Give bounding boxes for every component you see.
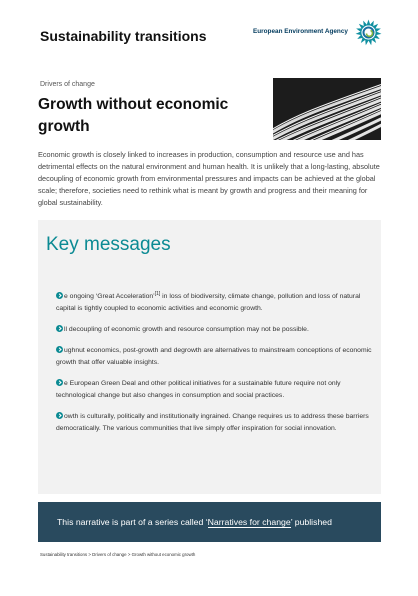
- hero-image: [273, 78, 381, 140]
- chevron-right-circle-icon: [56, 412, 63, 419]
- architecture-waves-image: [273, 78, 381, 140]
- eea-logo[interactable]: [253, 19, 383, 47]
- chevron-right-circle-icon: [56, 292, 63, 299]
- key-messages-heading: Key messages: [46, 234, 171, 255]
- breadcrumb-item-sustainability-transitions[interactable]: Sustainability transitions: [40, 552, 88, 557]
- key-message-text: ll decoupling of economic growth and resource consumption may not be possible.: [64, 326, 309, 333]
- key-message-item: [56, 288, 374, 315]
- key-message-text: e European Green Deal and other political initiatives for a sustainable future require not only technological change but also changes in consumption and social practices.: [56, 380, 341, 399]
- chevron-right-circle-icon: [56, 325, 63, 332]
- eea-sunburst-icon: [355, 19, 382, 46]
- series-note: [57, 517, 332, 527]
- key-messages-list: [56, 288, 374, 444]
- chevron-right-circle-icon: [56, 346, 63, 353]
- key-message-text: in loss of biodiversity, climate change, pollution and loss of natural capital is tightly coupled to economic activities and economic growth.: [56, 293, 361, 312]
- narratives-for-change-link[interactable]: Narratives for change: [207, 517, 291, 527]
- key-message-text: e ongoing ‘Great Acceleration’: [64, 293, 155, 300]
- header: [0, 0, 418, 60]
- intro-paragraph: Economic growth is closely linked to increases in production, consumption and resource use and has detrimental effects on the natural environment and human health. It is unlikely that a long-lasting, absolute decoupling of economic growth from environmental pressures and impacts can be achieved at the global scale; therefore, societies need to rethink what is meant by growth and progress and their meaning for global sustainability.: [38, 150, 380, 207]
- key-message-text: owth is culturally, politically and institutionally ingrained. Change requires us to address these barriers democratically. The various communities that live simply offer inspiration for social innovation.: [56, 413, 369, 432]
- breadcrumb-item-drivers-of-change[interactable]: Drivers of change: [92, 552, 127, 557]
- chevron-right-circle-icon: [56, 379, 63, 386]
- section-kicker[interactable]: Drivers of change: [40, 81, 95, 88]
- series-banner: [38, 502, 381, 542]
- eea-name: European Environment Agency: [253, 28, 348, 35]
- series-suffix: ’ published: [290, 517, 332, 527]
- key-message-text: ughnut economics, post-growth and degrowth are alternatives to mainstream conceptions of economic growth that offer valuable insights.: [56, 347, 372, 366]
- breadcrumb-separator: >: [88, 552, 91, 557]
- breadcrumb-separator: >: [127, 552, 131, 557]
- key-message-item: [56, 324, 374, 336]
- page-title: Growth without economic growth: [38, 96, 229, 135]
- breadcrumb-item-current: Growth without economic growth: [131, 552, 196, 557]
- key-messages-panel: [38, 220, 381, 494]
- key-message-item: [56, 345, 374, 369]
- site-title[interactable]: Sustainability transitions: [40, 28, 207, 44]
- series-prefix: This narrative is part of a series called ‘: [57, 517, 208, 527]
- key-message-item: [56, 411, 374, 435]
- key-message-item: [56, 378, 374, 402]
- breadcrumb: [40, 552, 195, 557]
- footnote-link[interactable]: [1]: [154, 291, 161, 297]
